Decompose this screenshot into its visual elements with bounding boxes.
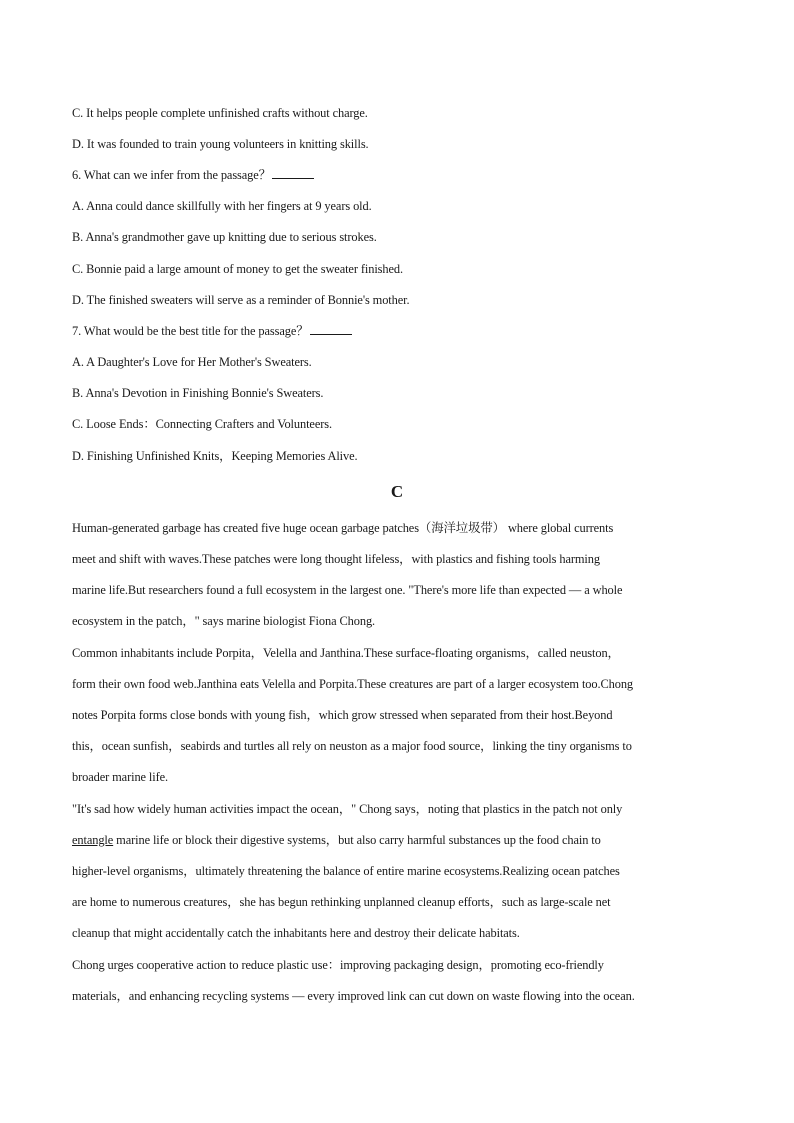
q7-option-d: D. Finishing Unfinished Knits，Keeping Memories Alive. bbox=[72, 449, 358, 463]
q7-option-b: B. Anna's Devotion in Finishing Bonnie's Sweaters. bbox=[72, 386, 324, 400]
q7-answer-blank bbox=[310, 323, 352, 335]
passage-line: materials，and enhancing recycling systems — every improved link can cut down on waste flowing into the ocean. bbox=[72, 989, 635, 1003]
passage-line: meet and shift with waves.These patches were long thought lifeless，with plastics and fishing tools harming bbox=[72, 552, 600, 566]
q7-stem bbox=[72, 323, 352, 339]
section-heading: C bbox=[390, 482, 404, 501]
passage-line: "It's sad how widely human activities impact the ocean，" Chong says，noting that plastics in the patch not only bbox=[72, 802, 623, 816]
q7-stem-text: 7. What would be the best title for the passage？ bbox=[72, 324, 309, 338]
passage-line bbox=[72, 832, 601, 848]
passage-line: broader marine life. bbox=[72, 770, 169, 784]
passage-line: Chong urges cooperative action to reduce plastic use：improving packaging design，promoting eco-friendly bbox=[72, 958, 604, 972]
passage-line: notes Porpita forms close bonds with young fish，which grow stressed when separated from their host.Beyond bbox=[72, 708, 613, 722]
q7-option-a: A. A Daughter's Love for Her Mother's Sweaters. bbox=[72, 355, 312, 369]
passage-line: ecosystem in the patch，" says marine biologist Fiona Chong. bbox=[72, 614, 376, 628]
q6-stem bbox=[72, 167, 314, 183]
q6-option-b: B. Anna's grandmother gave up knitting due to serious strokes. bbox=[72, 230, 377, 244]
q6-answer-blank bbox=[272, 167, 314, 179]
passage-line: higher-level organisms，ultimately threatening the balance of entire marine ecosystems.Realizing ocean patches bbox=[72, 864, 620, 878]
q5-option-d: D. It was founded to train young volunteers in knitting skills. bbox=[72, 137, 369, 151]
q7-option-c: C. Loose Ends：Connecting Crafters and Volunteers. bbox=[72, 417, 332, 431]
q6-stem-text: 6. What can we infer from the passage？ bbox=[72, 168, 271, 182]
passage-line: are home to numerous creatures，she has begun rethinking unplanned cleanup efforts，such as large-scale net bbox=[72, 895, 611, 909]
q6-option-d: D. The finished sweaters will serve as a reminder of Bonnie's mother. bbox=[72, 293, 410, 307]
passage-line: marine life.But researchers found a full ecosystem in the largest one. "There's more life than expected — a whole bbox=[72, 583, 623, 597]
passage-line: cleanup that might accidentally catch the inhabitants here and destroy their delicate habitats. bbox=[72, 926, 520, 940]
passage-line: Human-generated garbage has created five huge ocean garbage patches（海洋垃圾带） where global currents bbox=[72, 521, 614, 535]
passage-line: form their own food web.Janthina eats Velella and Porpita.These creatures are part of a larger ecosystem too.Chong bbox=[72, 677, 634, 691]
q6-option-a: A. Anna could dance skillfully with her fingers at 9 years old. bbox=[72, 199, 372, 213]
passage-line: this，ocean sunfish，seabirds and turtles all rely on neuston as a major food source，linking the tiny organisms to bbox=[72, 739, 632, 753]
q5-option-c: C. It helps people complete unfinished crafts without charge. bbox=[72, 106, 368, 120]
q6-option-c: C. Bonnie paid a large amount of money to get the sweater finished. bbox=[72, 262, 403, 276]
underlined-word: entangle bbox=[72, 833, 114, 847]
passage-line-rest: marine life or block their digestive systems，but also carry harmful substances up the food chain to bbox=[113, 833, 601, 847]
passage-line: Common inhabitants include Porpita，Velella and Janthina.These surface-floating organisms，called neuston， bbox=[72, 646, 620, 660]
